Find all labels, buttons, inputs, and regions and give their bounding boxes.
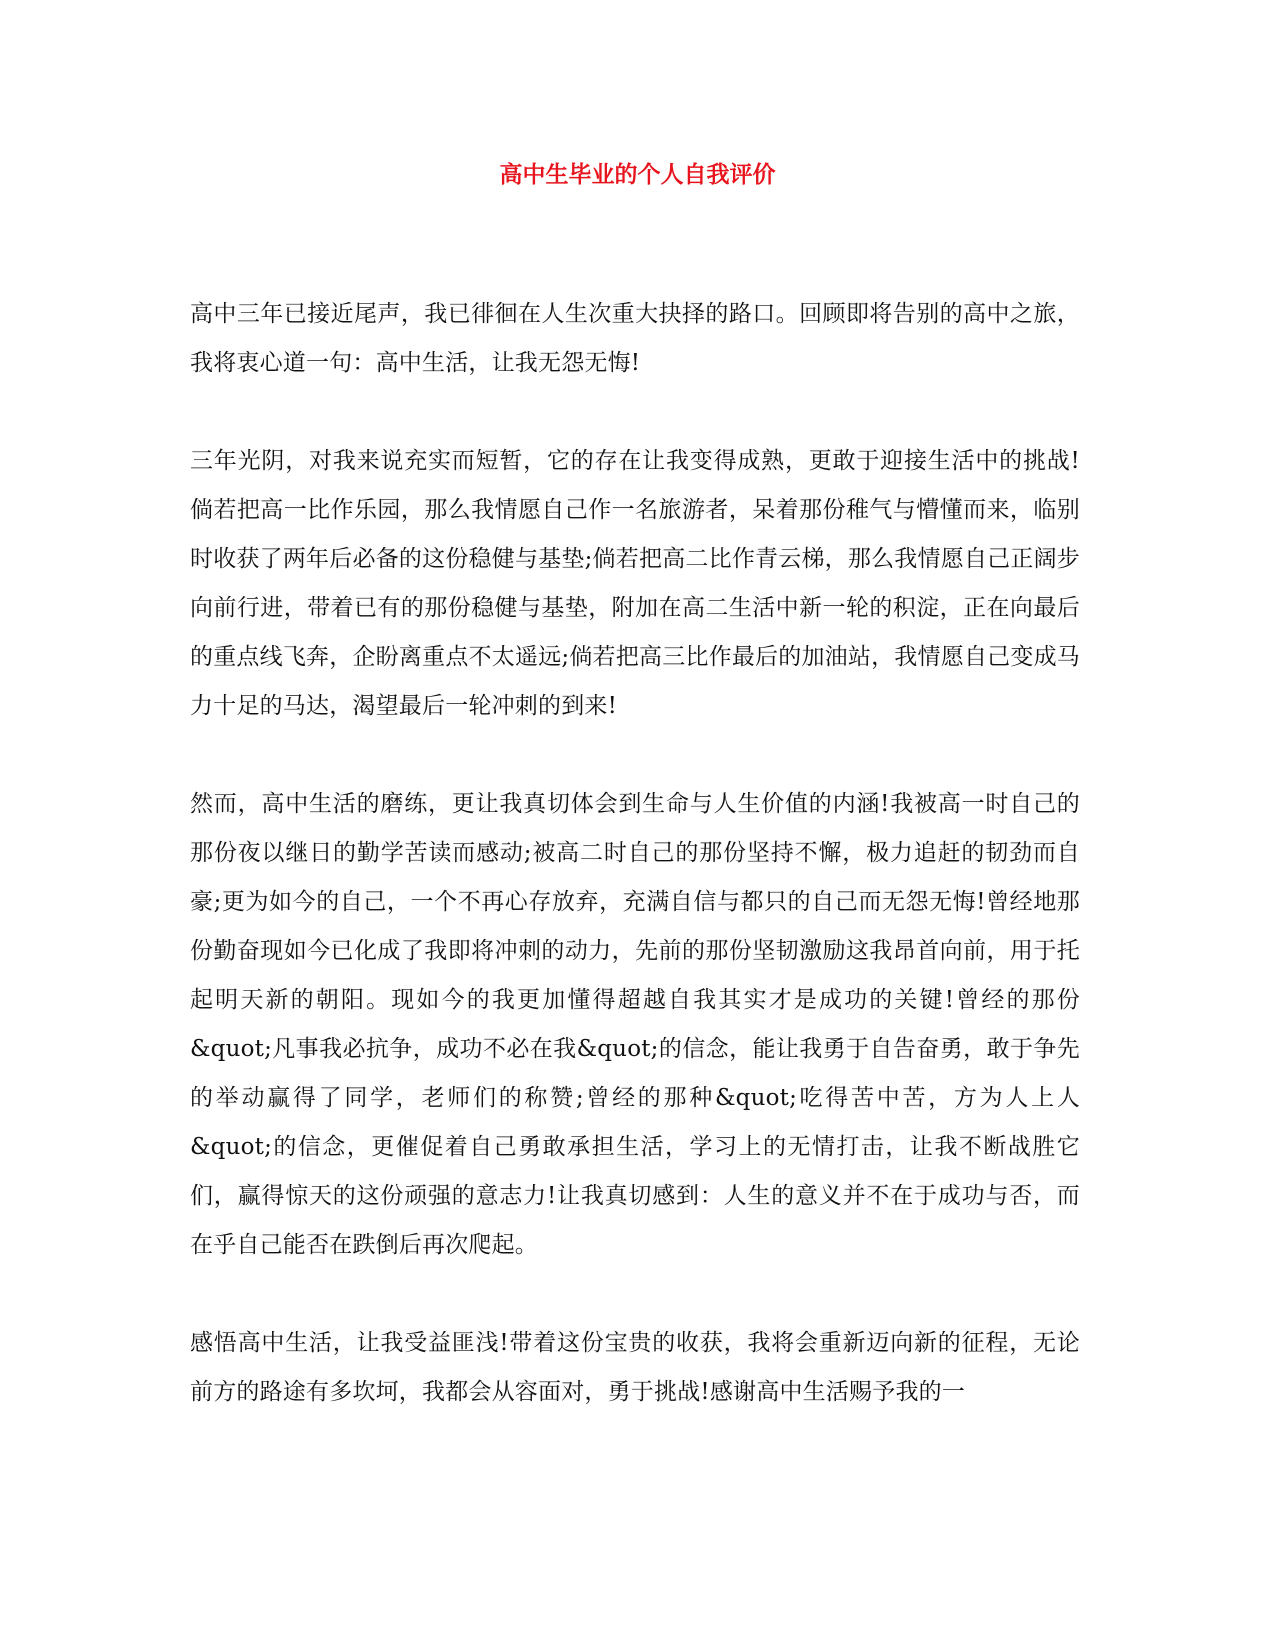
paragraph: 三年光阴，对我来说充实而短暂，它的存在让我变得成熟，更敢于迎接生活中的挑战!倘若把高一比作乐园，那么我情愿自己作一名旅游者，呆着那份稚气与懵懂而来，临别时收获了两年后必备的这份稳健与基垫;倘若把高二比作青云梯，那么我情愿自己正阔步向前行进，带着已有的那份稳健与基垫，附加在高二生活中新一轮的积淀，正在向最后的重点线飞奔，企盼离重点不太遥远;倘若把高三比作最后的加油站，我情愿自己变成马力十足的马达，渴望最后一轮冲刺的到来! [190, 448, 1080, 719]
document-body [190, 290, 1080, 1466]
document-title: 高中生毕业的个人自我评价 [499, 161, 776, 188]
paragraph: 高中三年已接近尾声，我已徘徊在人生次重大抉择的路口。回顾即将告别的高中之旅，我将衷心道一句：高中生活，让我无怨无悔! [190, 301, 1080, 376]
paragraph: 然而，高中生活的磨练，更让我真切体会到生命与人生价值的内涵!我被高一时自己的那份夜以继日的勤学苦读而感动;被高二时自己的那份坚持不懈，极力追赶的韧劲而自豪;更为如今的自己，一个不再心存放弃，充满自信与都只的自己而无怨无悔!曾经地那份勤奋现如今已化成了我即将冲刺的动力，先前的那份坚韧激励这我昂首向前，用于托起明天新的朝阳。现如今的我更加懂得超越自我其实才是成功的关键!曾经的那份&quot;凡事我必抗争，成功不必在我&quot;的信念，能让我勇于自告奋勇，敢于争先的举动赢得了同学，老师们的称赞;曾经的那种&quot;吃得苦中苦，方为人上人&quot;的信念，更催促着自己勇敢承担生活，学习上的无情打击，让我不断战胜它们，赢得惊天的这份顽强的意志力!让我真切感到：人生的意义并不在于成功与否，而在乎自己能否在跌倒后再次爬起。 [190, 791, 1080, 1258]
paragraph: 感悟高中生活，让我受益匪浅!带着这份宝贵的收获，我将会重新迈向新的征程，无论前方的路途有多坎坷，我都会从容面对，勇于挑战!感谢高中生活赐予我的一 [190, 1330, 1080, 1405]
